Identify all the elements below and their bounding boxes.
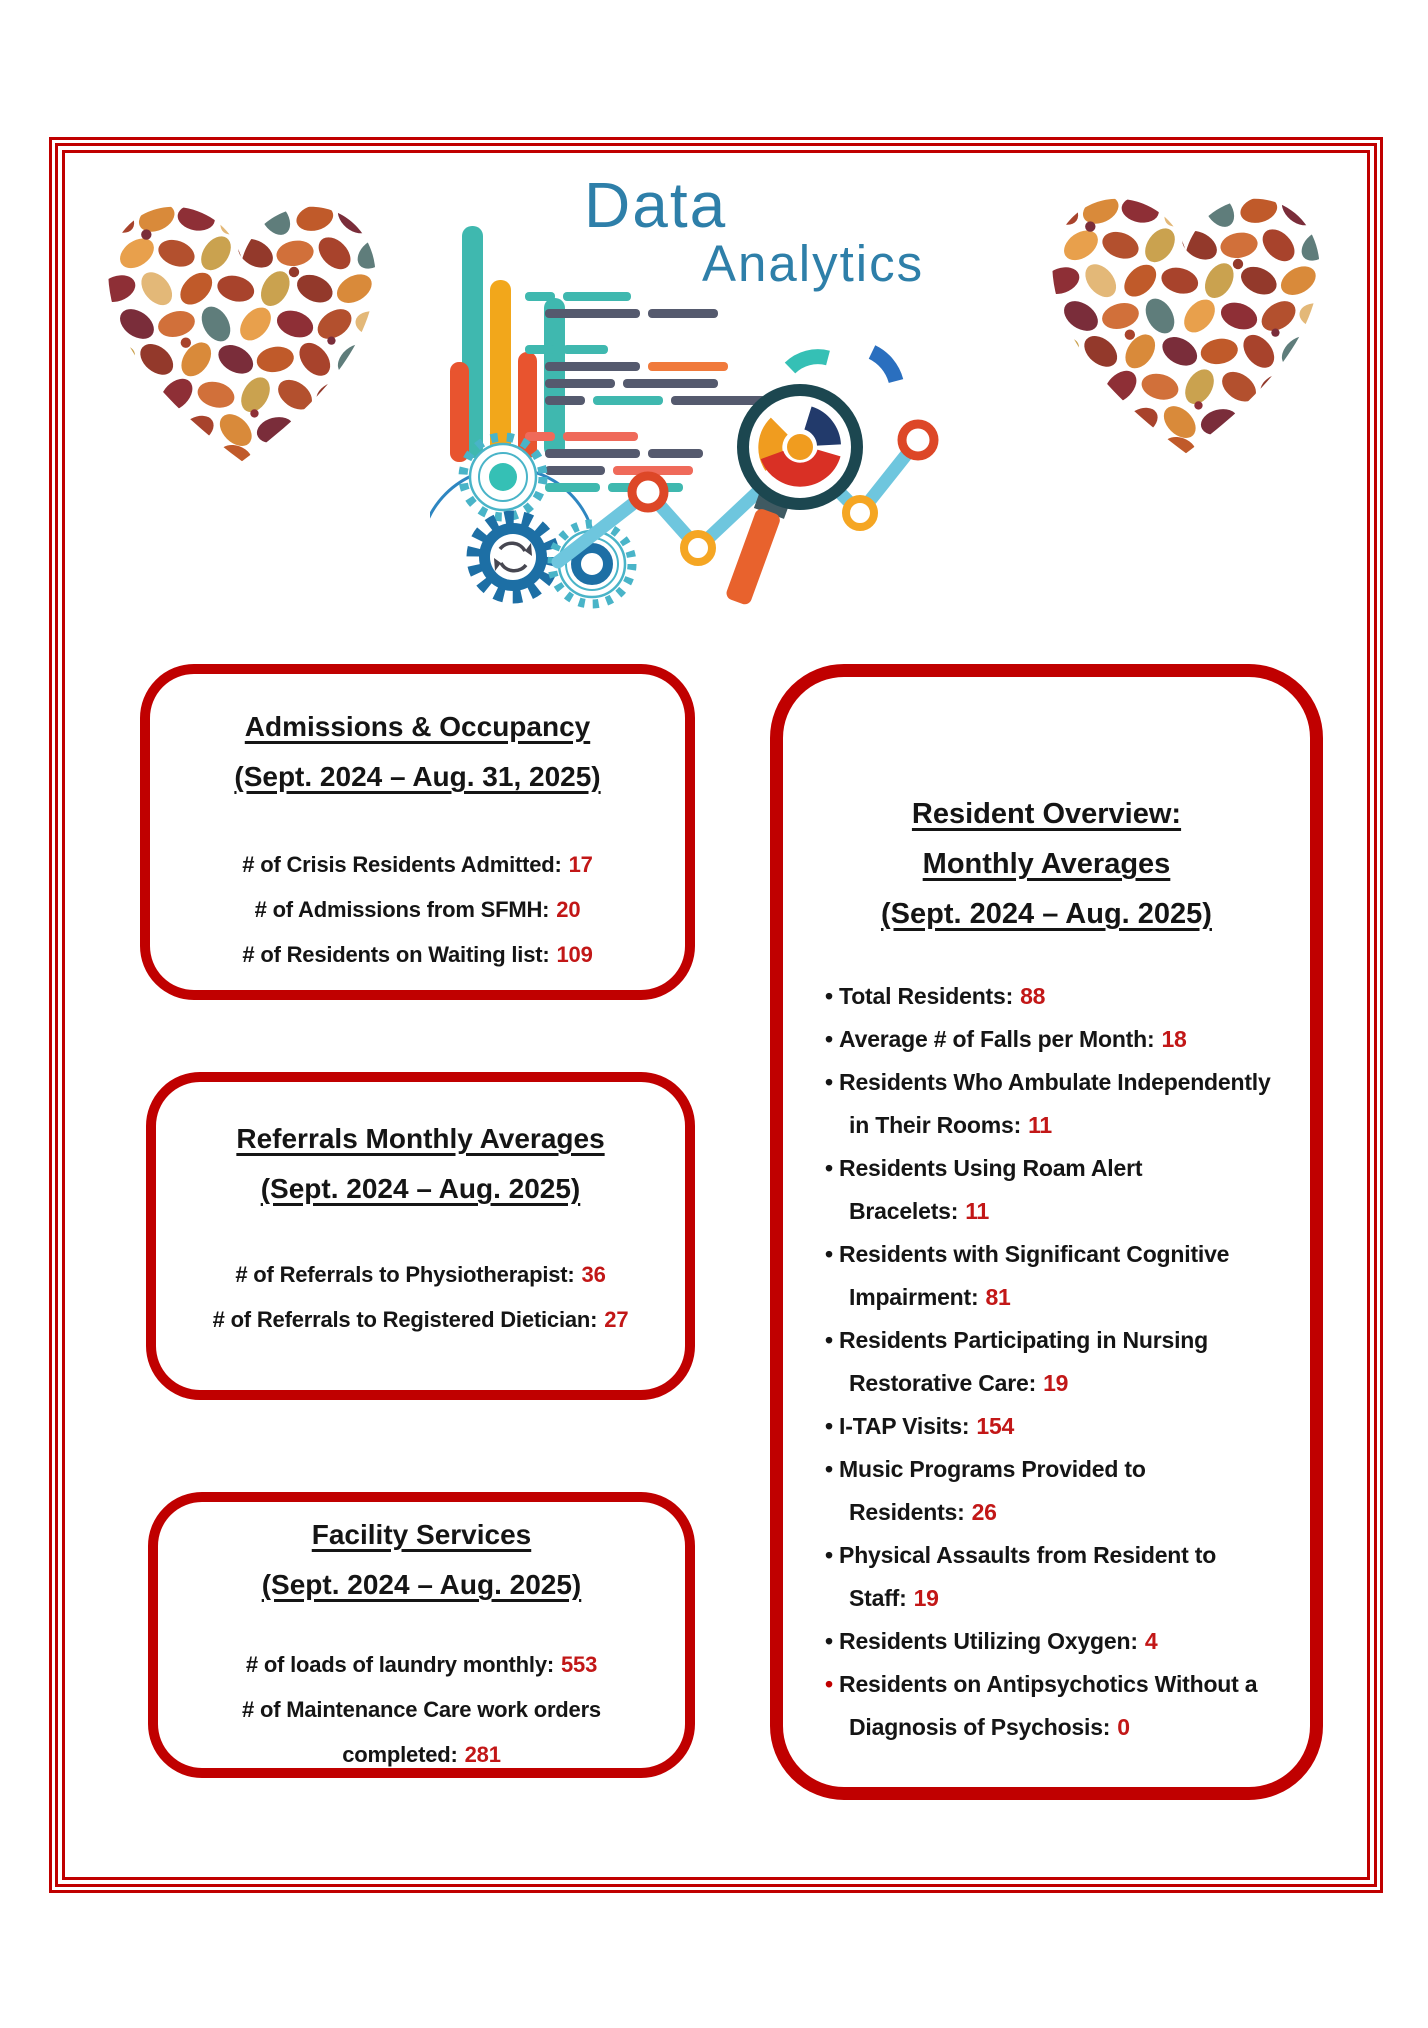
stat-value: 11 [965,1198,990,1224]
stat-value: 19 [913,1585,939,1611]
overview-title: Resident Overview: [911,798,1182,830]
box-subtitle: (Sept. 2024 – Aug. 31, 2025) [234,761,601,792]
header-title-data: Data [584,169,728,241]
magnifier-donut-chart-icon [722,352,896,607]
stat-label: Residents on Antipsychotics Without a Diagnosis of Psychosis: [839,1671,1258,1740]
overview-item [825,1147,1286,1233]
stat-value: 553 [561,1652,598,1677]
gear-refresh-icon [473,517,553,597]
stat-label: Residents with Significant Cognitive Impairment: [839,1241,1230,1310]
trend-point-icon [902,424,934,456]
stat-value: 36 [581,1262,606,1287]
box-title: Admissions & Occupancy [244,711,591,742]
stat-value: 4 [1144,1628,1158,1654]
stat-label: # of Crisis Residents Admitted: [242,852,562,877]
overview-item [825,1448,1286,1534]
trend-point-icon [684,534,712,562]
stat-label: Residents Who Ambulate Independently in Their Rooms: [839,1069,1271,1138]
stat-label: # of Admissions from SFMH: [254,897,550,922]
autumn-leaves-heart-icon [1030,160,1342,472]
overview-item [825,1663,1286,1749]
stat-label: # of Referrals to Registered Dietician: [212,1307,598,1332]
stat-label: # of Maintenance Care work orders completed: [242,1697,601,1767]
stat-label: Music Programs Provided to Residents: [839,1456,1146,1525]
stat-value: 154 [976,1413,1015,1439]
stat-label: Residents Using Roam Alert Bracelets: [839,1155,1143,1224]
stat-label: # of Residents on Waiting list: [242,942,550,967]
stat-value: 0 [1117,1714,1130,1740]
stat-value: 281 [464,1742,501,1767]
overview-item [825,1534,1286,1620]
stat-value: 11 [1028,1112,1052,1138]
stat-line [186,1687,657,1777]
box-subtitle: (Sept. 2024 – Aug. 2025) [261,1569,582,1600]
stat-line [150,842,685,887]
stat-line [150,887,685,932]
autumn-leaves-heart-icon [86,168,398,480]
stat-label: # of Referrals to Physiotherapist: [235,1262,575,1287]
trend-point-icon [632,476,664,508]
stat-label: Residents Participating in Nursing Restorative Care: [839,1327,1208,1396]
overview-item [825,1620,1286,1663]
stat-label: Residents Utilizing Oxygen: [839,1628,1138,1654]
stat-value: 26 [971,1499,997,1525]
admissions-occupancy-box [140,664,695,1000]
resident-overview-box [770,664,1323,1800]
stat-value: 81 [985,1284,1011,1310]
stat-label: Physical Assaults from Resident to Staff: [839,1542,1217,1611]
stat-label: Total Residents: [839,983,1014,1009]
overview-subtitle: (Sept. 2024 – Aug. 2025) [881,898,1212,930]
overview-title: Monthly Averages [922,848,1171,880]
stat-value: 27 [604,1307,629,1332]
stat-value: 18 [1161,1026,1187,1052]
stat-label: Average # of Falls per Month: [839,1026,1155,1052]
box-title: Referrals Monthly Averages [236,1123,605,1154]
overview-item [825,975,1286,1018]
referrals-box [146,1072,695,1400]
stat-line [156,1252,685,1297]
trend-point-icon [846,499,874,527]
overview-item [825,1405,1286,1448]
stat-value: 19 [1043,1370,1069,1396]
stat-value: 88 [1020,983,1046,1009]
box-subtitle: (Sept. 2024 – Aug. 2025) [260,1173,581,1204]
data-analytics-illustration [430,160,1000,650]
overview-item [825,1061,1286,1147]
box-title: Facility Services [311,1519,532,1550]
bar-chart-icon [450,226,565,462]
stat-value: 109 [556,942,593,967]
stat-label: I-TAP Visits: [839,1413,970,1439]
facility-services-box [148,1492,695,1778]
stat-value: 20 [556,897,581,922]
stat-line [186,1642,657,1687]
header-title-analytics: Analytics [702,235,925,292]
overview-item [825,1018,1286,1061]
overview-item [825,1319,1286,1405]
overview-list [825,975,1286,1749]
stat-label: # of loads of laundry monthly: [245,1652,554,1677]
stat-line [156,1297,685,1342]
stat-line [150,932,685,977]
overview-item [825,1233,1286,1319]
stat-value: 17 [568,852,593,877]
